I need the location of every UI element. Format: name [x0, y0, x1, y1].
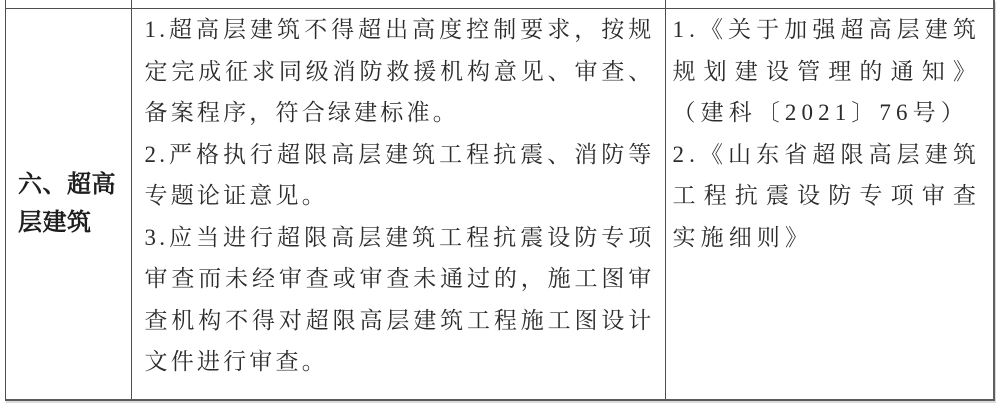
regulation-table — [5, 0, 995, 401]
category-cell — [6, 9, 132, 399]
reference-item-1: 1.《关于加强超高层建筑规划建设管理的通知》（建科〔2021〕76号） — [672, 17, 981, 125]
requirements-cell — [132, 9, 666, 399]
table-row — [6, 9, 993, 399]
requirement-item-1: 1.超高层建筑不得超出高度控制要求，按规定完成征求同级消防救援机构意见、审查、备案程序，符合绿建标准。 — [144, 17, 655, 125]
reference-item-2: 2.《山东省超限高层建筑工程抗震设防专项审查实施细则》 — [672, 141, 981, 250]
requirement-item-3: 3.应当进行超限高层建筑工程抗震设防专项审查而未经审查或审查未通过的，施工图审查机构不得对超限高层建筑工程施工图设计文件进行审查。 — [144, 224, 655, 374]
sliver-cell-requirements — [132, 0, 666, 8]
sliver-cell-category — [6, 0, 132, 8]
category-label: 六、超高层建筑 — [18, 171, 116, 236]
previous-row-sliver — [6, 0, 993, 9]
sliver-cell-references — [666, 0, 994, 8]
requirement-item-2: 2.严格执行超限高层建筑工程抗震、消防等专题论证意见。 — [144, 141, 655, 208]
references-cell — [666, 9, 994, 399]
